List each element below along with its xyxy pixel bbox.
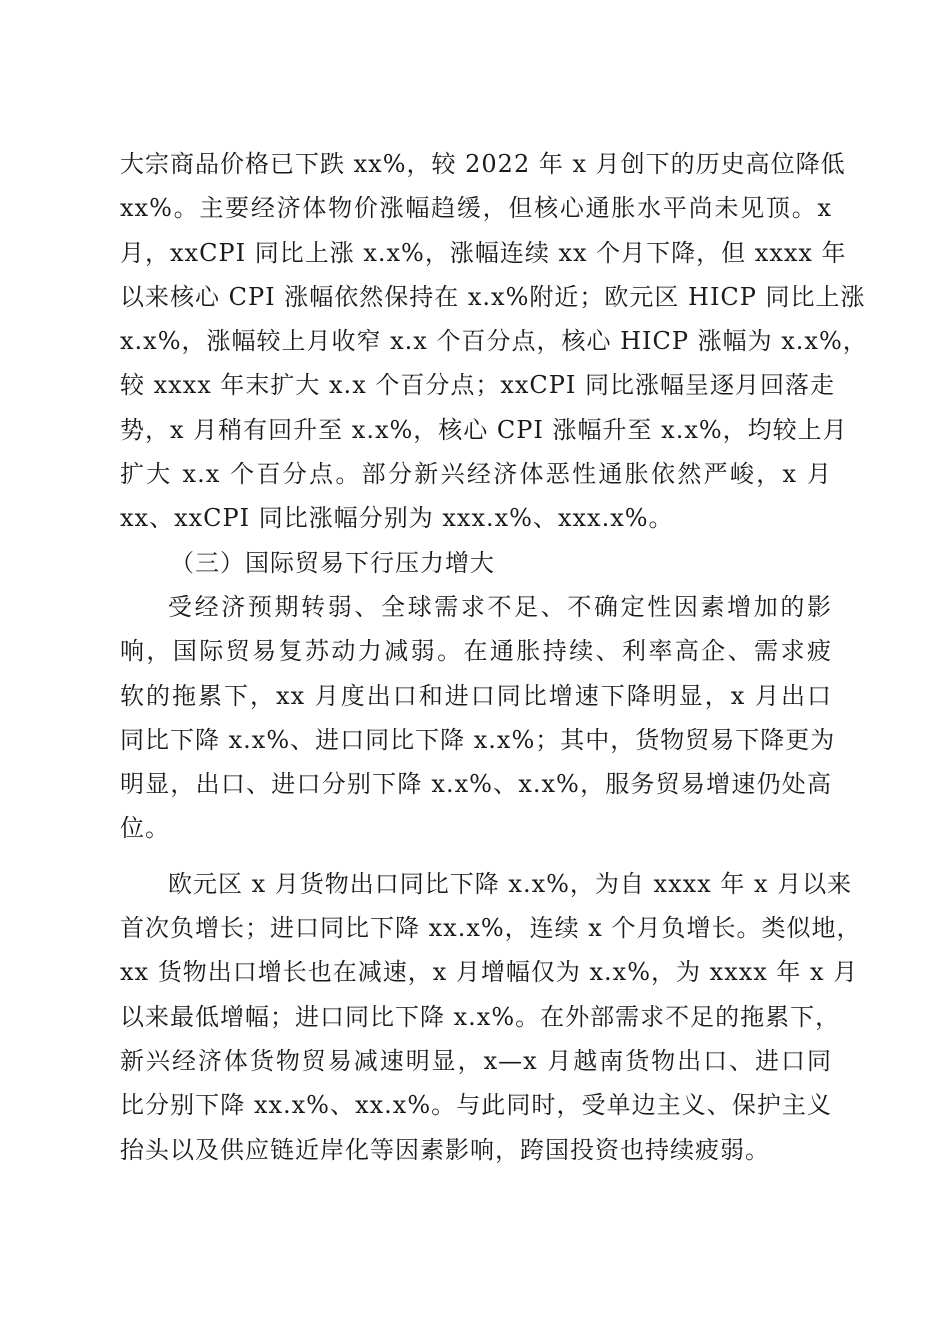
text-line: 明显，出口、进口分别下降 x.x%、x.x%，服务贸易增速仍处高: [120, 770, 832, 799]
text-line: xx%。主要经济体物价涨幅趋缓，但核心通胀水平尚未见顶。x: [120, 194, 832, 223]
section-heading: （三）国际贸易下行压力增大: [170, 548, 495, 577]
document-body: [120, 142, 868, 1172]
text-line: 比分别下降 xx.x%、xx.x%。与此同时，受单边主义、保护主义: [120, 1091, 832, 1120]
paragraph-inflation: [120, 142, 868, 541]
text-line: 大宗商品价格已下跌 xx%，较 2022 年 x 月创下的历史高位降低: [120, 150, 846, 178]
paragraph-trade-pressure: [120, 585, 836, 851]
text-line: xx、xxCPI 同比涨幅分别为 xxx.x%、xxx.x%。: [120, 504, 674, 533]
text-line: 抬头以及供应链近岸化等因素影响，跨国投资也持续疲弱。: [120, 1135, 770, 1164]
text-line: 较 xxxx 年末扩大 x.x 个百分点；xxCPI 同比涨幅呈逐月回落走: [120, 371, 836, 400]
text-line: 位。: [120, 814, 170, 843]
text-line: xx 货物出口增长也在减速，x 月增幅仅为 x.x%，为 xxxx 年 x 月: [120, 958, 859, 987]
text-line: 欧元区 x 月货物出口同比下降 x.x%，为自 xxxx 年 x 月以来: [168, 869, 853, 898]
text-line: 以来最低增幅；进口同比下降 x.x%。在外部需求不足的拖累下，: [120, 1002, 841, 1031]
text-line: 扩大 x.x 个百分点。部分新兴经济体恶性通胀依然严峻，x 月: [120, 460, 832, 489]
paragraph-trade-details: [120, 862, 862, 1172]
text-line: x.x%，涨幅较上月收窄 x.x 个百分点，核心 HICP 涨幅为 x.x%，: [120, 327, 868, 356]
text-line: 软的拖累下，xx 月度出口和进口同比增速下降明显，x 月出口: [120, 681, 832, 710]
text-line: 受经济预期转弱、全球需求不足、不确定性因素增加的影: [168, 592, 832, 621]
text-line: 同比下降 x.x%、进口同比下降 x.x%；其中，货物贸易下降更为: [120, 725, 836, 754]
text-line: 首次负增长；进口同比下降 xx.x%，连续 x 个月负增长。类似地，: [120, 914, 862, 943]
text-line: 响，国际贸易复苏动力减弱。在通胀持续、利率高企、需求疲: [120, 637, 832, 666]
text-line: 月，xxCPI 同比上涨 x.x%，涨幅连续 xx 个月下降，但 xxxx 年: [120, 238, 847, 267]
text-line: 势，x 月稍有回升至 x.x%，核心 CPI 涨幅升至 x.x%，均较上月: [120, 415, 848, 444]
text-line: 新兴经济体货物贸易减速明显，x—x 月越南货物出口、进口同: [120, 1046, 832, 1075]
text-line: 以来核心 CPI 涨幅依然保持在 x.x%附近；欧元区 HICP 同比上涨: [120, 282, 866, 311]
